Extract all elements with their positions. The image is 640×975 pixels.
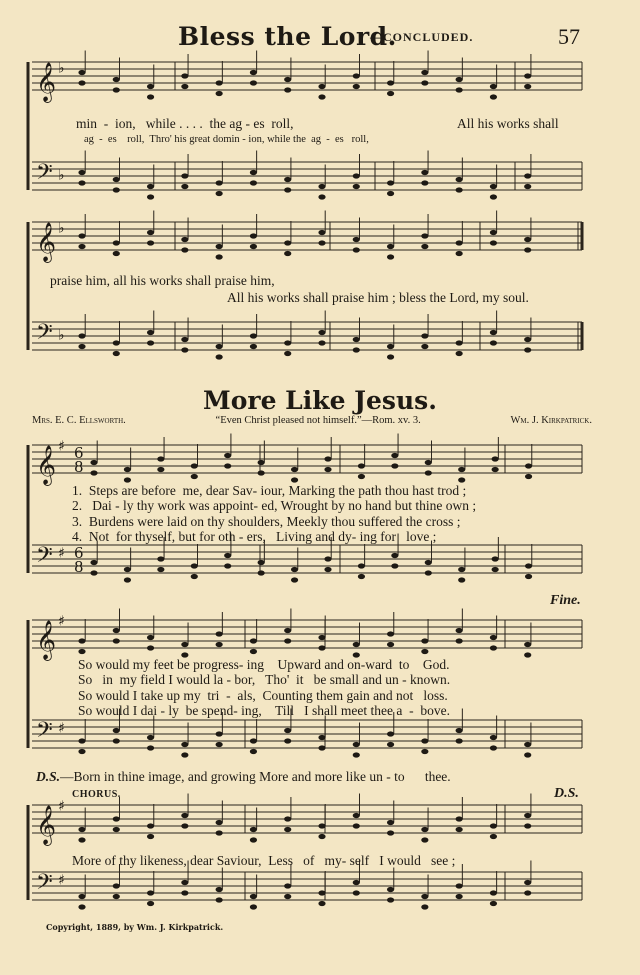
page-number: 57	[558, 24, 580, 49]
composer: Wm. J. Kirkpatrick.	[510, 415, 592, 426]
svg-text:𝄢: 𝄢	[36, 543, 53, 573]
verse-2: 2. Dai - ly thy work was appoint- ed, Wrought by no hand but thine own ;	[72, 498, 477, 513]
fine-marking: Fine.	[550, 593, 581, 608]
svg-text:♯: ♯	[58, 872, 65, 889]
verse-3: 3. Burdens were laid on thy shoulders, Meekly thou suffered the cross ;	[72, 514, 461, 529]
svg-text:6: 6	[74, 544, 84, 562]
svg-text:𝄞: 𝄞	[36, 222, 57, 262]
svg-text:𝄢: 𝄢	[36, 160, 53, 190]
svg-text:♯: ♯	[58, 720, 65, 737]
svg-text:♭: ♭	[58, 327, 65, 344]
svg-text:♭: ♭	[58, 60, 65, 77]
hymn1-lyric-4: praise him, all his works shall praise him,	[50, 273, 275, 288]
ds-label: D.S.	[36, 769, 61, 784]
refrain-line-1: So would my feet be progress- ing Upward and on-ward to God.	[78, 657, 450, 672]
hymn1-lyric-2: All his works shall	[457, 116, 559, 131]
svg-text:♯: ♯	[58, 798, 65, 815]
svg-text:♯: ♯	[58, 545, 65, 562]
refrain-line-2: So in my field I would la - bor, Tho' it be small and un - known.	[78, 672, 451, 687]
svg-text:𝄢: 𝄢	[36, 320, 53, 350]
hymn1-lyric-3: ag - es roll, Thro' his great domin - ion, while the ag - es roll,	[84, 134, 369, 145]
chorus-label: CHORUS.	[72, 789, 121, 800]
ds-lyric: —Born in thine image, and growing More and more like un - to thee.	[60, 769, 451, 784]
verse-4: 4. Not for thyself, but for oth - ers, Living and dy- ing for love ;	[72, 529, 437, 544]
svg-text:𝄢: 𝄢	[36, 870, 53, 900]
copyright: Copyright, 1889, by Wm. J. Kirkpatrick.	[46, 922, 224, 932]
hymn1-lyric-1: min - ion, while . . . . the ag - es roll,	[76, 116, 294, 131]
svg-text:♭: ♭	[58, 220, 65, 237]
refrain-line-3: So would I take up my tri - als, Counting them gain and not loss.	[78, 688, 448, 703]
svg-text:𝄞: 𝄞	[36, 445, 57, 485]
scripture-reference: “Even Christ pleased not himself.”—Rom. xv. 3.	[215, 415, 421, 426]
svg-text:6: 6	[74, 444, 84, 462]
author: Mrs. E. C. Ellsworth.	[32, 415, 126, 426]
hymn1-subtitle: —CONCLUDED.	[370, 30, 474, 44]
chorus-lyric: More of thy likeness, dear Saviour, Less of my- self I would see ;	[72, 853, 456, 868]
hymn1-title: Bless the Lord.	[178, 22, 397, 51]
svg-text:8: 8	[74, 558, 84, 576]
svg-text:𝄢: 𝄢	[36, 718, 53, 748]
svg-text:♯: ♯	[58, 613, 65, 630]
svg-text:𝄞: 𝄞	[36, 620, 57, 660]
chorus-ds-label: D.S.	[554, 786, 579, 801]
ds-line	[36, 768, 451, 786]
svg-text:♭: ♭	[58, 167, 65, 184]
hymn1-lyric-5: All his works shall praise him ; bless the Lord, my soul.	[227, 290, 529, 305]
svg-text:𝄞: 𝄞	[36, 62, 57, 102]
verse-1: 1. Steps are before me, dear Sav- iour, Marking the path thou hast trod ;	[72, 483, 467, 498]
hymn2-credits	[32, 415, 592, 426]
hymn2-title: More Like Jesus.	[203, 386, 437, 415]
svg-text:♯: ♯	[58, 438, 65, 455]
refrain-line-4: So would I dai - ly be spend- ing, Till I shall meet thee a - bove.	[78, 703, 450, 718]
svg-text:8: 8	[74, 458, 84, 476]
svg-text:𝄞: 𝄞	[36, 805, 57, 845]
